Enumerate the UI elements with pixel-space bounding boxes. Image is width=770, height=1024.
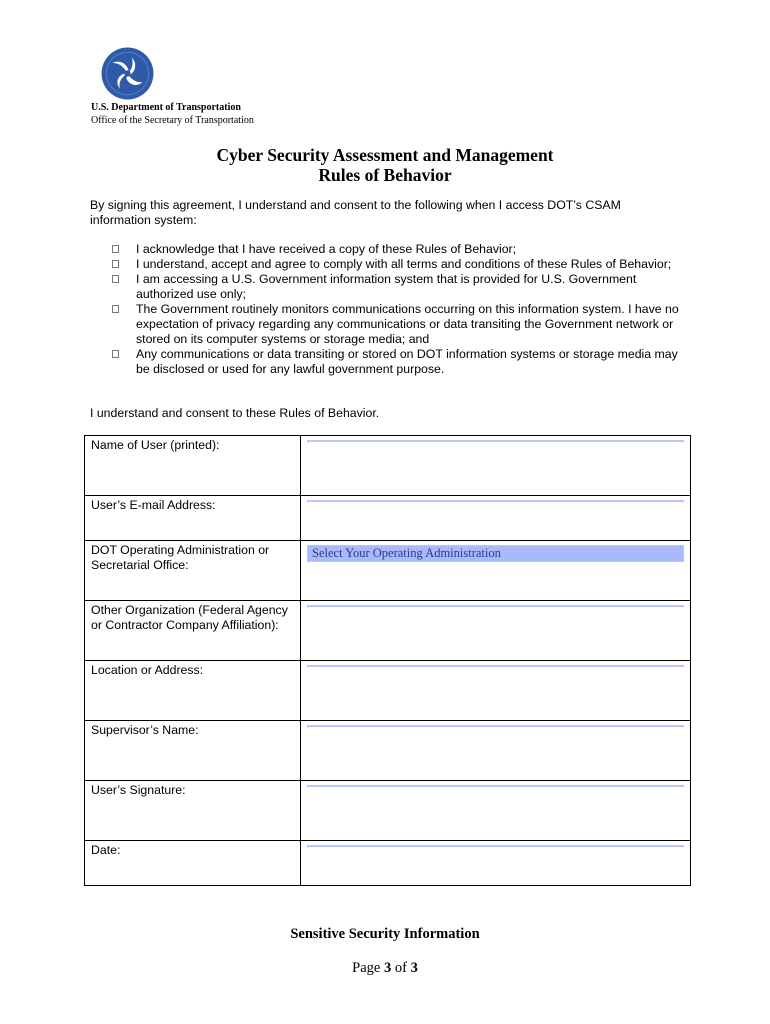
operating-admin-label: DOT Operating Administration or Secretarial Office: [85, 541, 301, 601]
classification-footer: Sensitive Security Information [290, 926, 480, 942]
list-item: The Government routinely monitors communications occurring on this information system. I have no expectation of privacy regarding any communications or data transiting the Government network or stored on its computer systems or storage media; and [112, 302, 687, 347]
date-field[interactable] [307, 845, 684, 847]
list-item: I am accessing a U.S. Government information system that is provided for U.S. Government authorized use only; [112, 272, 687, 302]
operating-admin-select[interactable]: Select Your Operating Administration [307, 545, 684, 562]
title-line-1: Cyber Security Assessment and Management [216, 145, 554, 165]
dot-logo-icon [101, 47, 154, 100]
supervisor-field[interactable] [307, 725, 684, 727]
office-name: Office of the Secretary of Transportation [91, 115, 254, 126]
signature-label: User’s Signature: [85, 781, 301, 841]
page-number: Page 3 of 3 [352, 960, 418, 976]
date-label: Date: [85, 841, 301, 886]
other-organization-label: Other Organization (Federal Agency or Contractor Company Affiliation): [85, 601, 301, 661]
table-row [85, 601, 691, 661]
user-name-field[interactable] [307, 440, 684, 442]
intro-paragraph: By signing this agreement, I understand and consent to the following when I access DOT’s CSAM information system: [90, 198, 621, 227]
checkbox-icon [112, 245, 119, 253]
table-row [85, 721, 691, 781]
email-label: User’s E-mail Address: [85, 496, 301, 541]
agency-header [91, 101, 254, 127]
list-item: Any communications or data transiting or stored on DOT information systems or storage media may be disclosed or used for any lawful government purpose. [112, 347, 687, 377]
document-title [0, 145, 770, 185]
table-row [85, 841, 691, 886]
title-line-2: Rules of Behavior [318, 165, 452, 185]
table-row [85, 781, 691, 841]
checkbox-icon [112, 275, 119, 283]
user-info-form [84, 435, 691, 886]
location-field[interactable] [307, 665, 684, 667]
list-item: I acknowledge that I have received a copy of these Rules of Behavior; [112, 242, 687, 257]
checkbox-icon [112, 260, 119, 268]
table-row [85, 541, 691, 601]
table-row [85, 661, 691, 721]
signature-field[interactable] [307, 785, 684, 787]
acknowledgement-list [112, 242, 687, 377]
other-organization-field[interactable] [307, 605, 684, 607]
agency-name: U.S. Department of Transportation [91, 102, 241, 113]
location-label: Location or Address: [85, 661, 301, 721]
supervisor-label: Supervisor’s Name: [85, 721, 301, 781]
name-label: Name of User (printed): [85, 436, 301, 496]
email-field[interactable] [307, 500, 684, 502]
checkbox-icon [112, 305, 119, 313]
table-row [85, 436, 691, 496]
list-item: I understand, accept and agree to comply with all terms and conditions of these Rules of Behavior; [112, 257, 687, 272]
checkbox-icon [112, 350, 119, 358]
consent-statement: I understand and consent to these Rules of Behavior. [90, 406, 380, 420]
table-row [85, 496, 691, 541]
